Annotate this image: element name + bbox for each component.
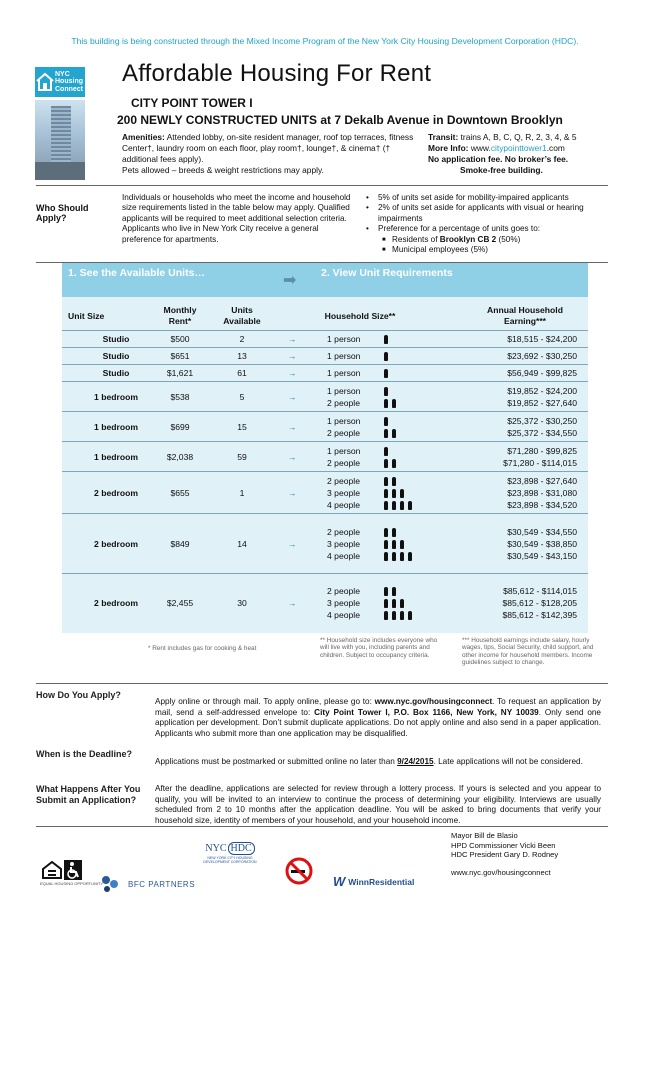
who-should-apply-heading: Who Should Apply?	[36, 203, 89, 223]
person-icon	[384, 599, 388, 608]
list-item: • 2% of units set aside for applicants with visual or hearing impairments	[366, 203, 584, 223]
person-icon	[392, 528, 396, 537]
amenities-label: Amenities:	[122, 132, 165, 142]
arrow-right-icon: ➡	[283, 272, 297, 289]
income-range-cell: $71,280 - $114,015	[503, 458, 577, 468]
col-header-unit-size: Unit Size	[68, 311, 105, 321]
building-photo	[35, 100, 85, 180]
page-title: Affordable Housing For Rent	[122, 60, 432, 87]
no-smoking-icon	[285, 857, 313, 890]
person-icon	[392, 477, 396, 486]
person-icons	[384, 427, 444, 439]
person-icons	[384, 585, 444, 597]
income-range-cell: $30,549 - $34,550	[507, 526, 577, 537]
household-size-cell: 1 person	[327, 445, 361, 456]
deadline-heading: When is the Deadline?	[36, 749, 133, 759]
officials-list: Mayor Bill de Blasio HPD Commissioner Vicki Been HDC President Gary D. Rodney	[451, 831, 559, 860]
person-icons	[384, 367, 444, 379]
nyc-housing-connect-logo	[35, 67, 85, 97]
nyc-hdc-logo: NYC HDC NEW YORK CITY HOUSING DEVELOPMENT CORPORATION	[203, 843, 257, 864]
list-item: • Preference for a percentage of units goes to:	[366, 224, 541, 234]
arrow-right-icon: →	[287, 421, 297, 432]
rent-cell: $655	[170, 487, 190, 498]
income-range-cell: $23,898 - $31,080	[507, 487, 577, 498]
person-icon	[400, 552, 404, 561]
person-icon	[384, 459, 388, 468]
income-range-cell: $23,898 - $27,640	[507, 475, 577, 486]
table-row	[62, 411, 588, 441]
household-size-cell: 4 people	[327, 551, 360, 562]
person-icon	[408, 501, 412, 510]
arrow-right-icon: →	[287, 334, 297, 345]
units-cell: 15	[237, 421, 247, 432]
logo-line-2: Housing	[55, 78, 83, 86]
person-icon	[400, 501, 404, 510]
house-icon	[35, 67, 55, 97]
person-icon	[384, 399, 388, 408]
transit-label: Transit:	[428, 132, 459, 142]
footer-url[interactable]: www.nyc.gov/housingconnect	[451, 868, 551, 877]
col-header-income: Annual Household Earning***	[487, 305, 563, 326]
set-aside-list	[360, 193, 620, 255]
footnote-rent: * Rent includes gas for cooking & heat	[148, 645, 257, 652]
building-name: CITY POINT TOWER I	[131, 96, 253, 110]
person-icon	[384, 540, 388, 549]
bfc-partners-logo: BFC PARTNERS	[100, 874, 195, 894]
more-info-link[interactable]: www.citypointtower1.com	[470, 143, 565, 153]
person-icon	[384, 352, 388, 361]
income-range-cell: $19,852 - $24,200	[507, 385, 577, 396]
income-range-cell: $71,280 - $99,825	[507, 445, 577, 456]
person-icons	[384, 475, 444, 487]
person-icon	[384, 552, 388, 561]
household-size-cell: 1 person	[327, 415, 361, 426]
household-size-cell: 4 people	[327, 500, 360, 511]
person-icon	[384, 611, 388, 620]
person-icons	[384, 499, 444, 511]
step-2-label: 2. View Unit Requirements	[321, 267, 453, 279]
person-icon	[384, 417, 388, 426]
table-row	[62, 471, 588, 513]
unit-size-cell: 2 bedroom	[94, 538, 138, 549]
arrow-right-icon: →	[287, 351, 297, 362]
person-icon	[392, 489, 396, 498]
person-icon	[392, 501, 396, 510]
logo-line-1: NYC	[55, 70, 70, 78]
deadline-date: 9/24/2015	[397, 757, 434, 766]
rent-cell: $1,621	[166, 368, 194, 379]
income-range-cell: $23,692 - $30,250	[507, 351, 577, 362]
person-icons	[384, 350, 444, 362]
person-icon	[384, 477, 388, 486]
divider	[36, 826, 608, 827]
household-size-cell: 2 people	[327, 585, 360, 596]
person-icons	[384, 487, 444, 499]
units-cell: 61	[237, 368, 247, 379]
person-icon	[384, 387, 388, 396]
arrow-right-icon: →	[287, 451, 297, 462]
rent-cell: $651	[170, 351, 190, 362]
smoke-free-note: Smoke-free building.	[460, 165, 543, 175]
rent-cell: $500	[170, 334, 190, 345]
transit-text: trains A, B, C, Q, R, 2, 3, 4, & 5	[460, 132, 577, 142]
unit-size-cell: Studio	[102, 368, 130, 379]
pets-policy: Pets allowed – breeds & weight restrictions may apply.	[122, 165, 324, 175]
household-size-cell: 2 people	[327, 526, 360, 537]
person-icons	[384, 457, 444, 469]
rent-cell: $2,038	[166, 451, 194, 462]
person-icon	[408, 611, 412, 620]
income-range-cell: $85,612 - $128,205	[502, 597, 577, 608]
household-size-cell: 3 people	[327, 538, 360, 549]
eho-caption: EQUAL HOUSING OPPORTUNITY	[40, 881, 104, 886]
income-range-cell: $18,515 - $24,200	[507, 334, 577, 345]
list-item: • 5% of units set aside for mobility-impaired applicants	[366, 193, 569, 202]
household-size-cell: 2 people	[327, 428, 360, 438]
person-icon	[392, 459, 396, 468]
hdc-program-note: This building is being constructed through the Mixed Income Program of the New York City Housing Development Corporation (HDC).	[71, 36, 579, 46]
person-icon	[384, 447, 388, 456]
transit-block	[428, 132, 618, 176]
person-icon	[392, 429, 396, 438]
income-range-cell: $85,612 - $114,015	[503, 585, 577, 596]
deadline-text: Applications must be postmarked or submitted online no later than 9/24/2015. Late applications will not be considered.	[155, 757, 583, 766]
unit-size-cell: Studio	[102, 334, 130, 345]
unit-size-cell: Studio	[102, 351, 130, 362]
after-submit-text: After the deadline, applications are selected for review through a lottery process. If yours is selected and you appear to qualify, you will be invited to an interview to continue the process of determining your eligibility. Interviews are usually scheduled from 2 to 10 months after the application deadline. You will be asked to bring documents that verify your household size, identity of members of your household, and your household income.	[155, 784, 601, 826]
arrow-right-icon: →	[287, 391, 297, 402]
how-to-apply-text: Apply online or through mail. To apply online, please go to: www.nyc.gov/housingconnect. To request an application by mail, send a self-addressed envelope to: City Point Tower I, P.O. Box 1166, New York, NY 10039. Only send one application per development. Don’t submit duplicate applications. Do not apply online and also send in a paper application. Applicants who submit more than one application may be disqualified.	[155, 697, 601, 739]
person-icon	[392, 552, 396, 561]
no-fee-note: No application fee. No broker’s fee.	[428, 154, 569, 164]
person-icon	[392, 599, 396, 608]
person-icons	[384, 397, 444, 409]
household-size-cell: 1 person	[327, 385, 361, 396]
table-row	[62, 441, 588, 471]
winn-w-icon: W	[333, 874, 346, 889]
units-cell: 2	[239, 334, 245, 345]
col-header-household: Household Size**	[324, 311, 396, 321]
income-range-cell: $19,852 - $27,640	[507, 398, 577, 408]
table-row	[62, 330, 588, 347]
list-item: ■ Municipal employees (5%)	[382, 245, 489, 255]
person-icon	[384, 501, 388, 510]
arrow-right-icon: →	[287, 538, 297, 549]
income-range-cell: $56,949 - $99,825	[507, 368, 577, 379]
col-header-rent: Monthly Rent*	[163, 305, 197, 326]
household-size-cell: 2 people	[327, 458, 360, 468]
housing-connect-link[interactable]: www.nyc.gov/housingconnect	[374, 697, 493, 706]
building-subtitle: 200 NEWLY CONSTRUCTED UNITS at 7 Dekalb Avenue in Downtown Brooklyn	[117, 113, 563, 127]
person-icon	[400, 540, 404, 549]
person-icon	[384, 335, 388, 344]
footnote-household: ** Household size includes everyone who will live with you, including parents and children. Subject to occupancy criteria.	[320, 637, 438, 659]
unit-size-cell: 1 bedroom	[94, 451, 138, 462]
table-row	[62, 364, 588, 381]
more-info-label: More Info:	[428, 143, 469, 153]
rent-cell: $699	[170, 421, 190, 432]
person-icon	[400, 599, 404, 608]
divider	[36, 683, 608, 684]
person-icon	[392, 587, 396, 596]
col-header-units: Units Available	[223, 305, 261, 326]
table-row	[62, 513, 588, 573]
household-size-cell: 1 person	[327, 334, 361, 345]
units-cell: 30	[237, 597, 247, 608]
after-submit-heading: What Happens After You Submit an Application?	[36, 784, 141, 805]
person-icon	[392, 399, 396, 408]
table-row	[62, 573, 588, 631]
person-icon	[384, 528, 388, 537]
arrow-right-icon: →	[287, 487, 297, 498]
person-icon	[384, 489, 388, 498]
person-icons	[384, 526, 444, 538]
person-icons	[384, 415, 444, 427]
person-icon	[384, 429, 388, 438]
income-range-cell: $30,549 - $43,150	[507, 551, 577, 562]
income-range-cell: $85,612 - $142,395	[502, 610, 577, 621]
winn-residential-logo: W WinnResidential	[333, 874, 415, 889]
unit-size-cell: 1 bedroom	[94, 391, 138, 402]
units-cell: 13	[237, 351, 247, 362]
bfc-mark-icon	[100, 874, 124, 894]
list-item: ■ Residents of Brooklyn CB 2 (50%)	[382, 234, 521, 244]
income-range-cell: $25,372 - $30,250	[507, 415, 577, 426]
table-row	[62, 347, 588, 364]
table-row	[62, 381, 588, 411]
person-icon	[408, 552, 412, 561]
units-cell: 1	[239, 487, 245, 498]
person-icon	[400, 489, 404, 498]
person-icon	[392, 540, 396, 549]
person-icons	[384, 333, 444, 345]
household-size-cell: 1 person	[327, 368, 361, 379]
footnote-earnings: *** Household earnings include salary, hourly wages, tips, Social Security, child support, and other income for household members. Income guidelines subject to change.	[462, 637, 594, 667]
arrow-right-icon: →	[287, 597, 297, 608]
unit-size-cell: 1 bedroom	[94, 421, 138, 432]
unit-size-cell: 2 bedroom	[94, 487, 138, 498]
unit-size-cell: 2 bedroom	[94, 597, 138, 608]
household-size-cell: 2 people	[327, 475, 360, 486]
arrow-right-icon: →	[287, 368, 297, 379]
income-range-cell: $23,898 - $34,520	[507, 500, 577, 511]
step-1-label: 1. See the Available Units…	[68, 267, 205, 279]
person-icons	[384, 597, 444, 609]
income-range-cell: $25,372 - $34,550	[507, 428, 577, 438]
person-icon	[392, 611, 396, 620]
person-icons	[384, 609, 444, 621]
logo-line-3: Connect	[55, 85, 83, 93]
amenities-block	[122, 132, 422, 176]
rent-cell: $849	[170, 538, 190, 549]
income-range-cell: $30,549 - $38,850	[507, 538, 577, 549]
units-cell: 59	[237, 451, 247, 462]
person-icons	[384, 550, 444, 562]
units-cell: 14	[237, 538, 247, 549]
person-icons	[384, 445, 444, 457]
household-size-cell: 3 people	[327, 487, 360, 498]
person-icons	[384, 385, 444, 397]
person-icon	[400, 611, 404, 620]
household-size-cell: 2 people	[327, 398, 360, 408]
household-size-cell: 1 person	[327, 351, 361, 362]
divider	[36, 185, 608, 186]
household-size-cell: 3 people	[327, 597, 360, 608]
how-to-apply-heading: How Do You Apply?	[36, 690, 121, 700]
who-should-apply-text: Individuals or households who meet the income and household size requirements listed in the table below may apply. Qualified applicants will be required to meet additional selection criteria. Applicants who live in New York City receive a general preference for apartments.	[122, 193, 351, 244]
rent-cell: $538	[170, 391, 190, 402]
rent-cell: $2,455	[166, 597, 194, 608]
amenities-text: Attended lobby, on-site resident manager, roof top terraces, fitness Center†, laundry room on each floor, play room†, lounge†, & cinema† († additional fees apply).	[122, 132, 414, 164]
household-size-cell: 4 people	[327, 610, 360, 621]
units-cell: 5	[239, 391, 245, 402]
person-icon	[384, 587, 388, 596]
person-icons	[384, 538, 444, 550]
person-icon	[384, 369, 388, 378]
